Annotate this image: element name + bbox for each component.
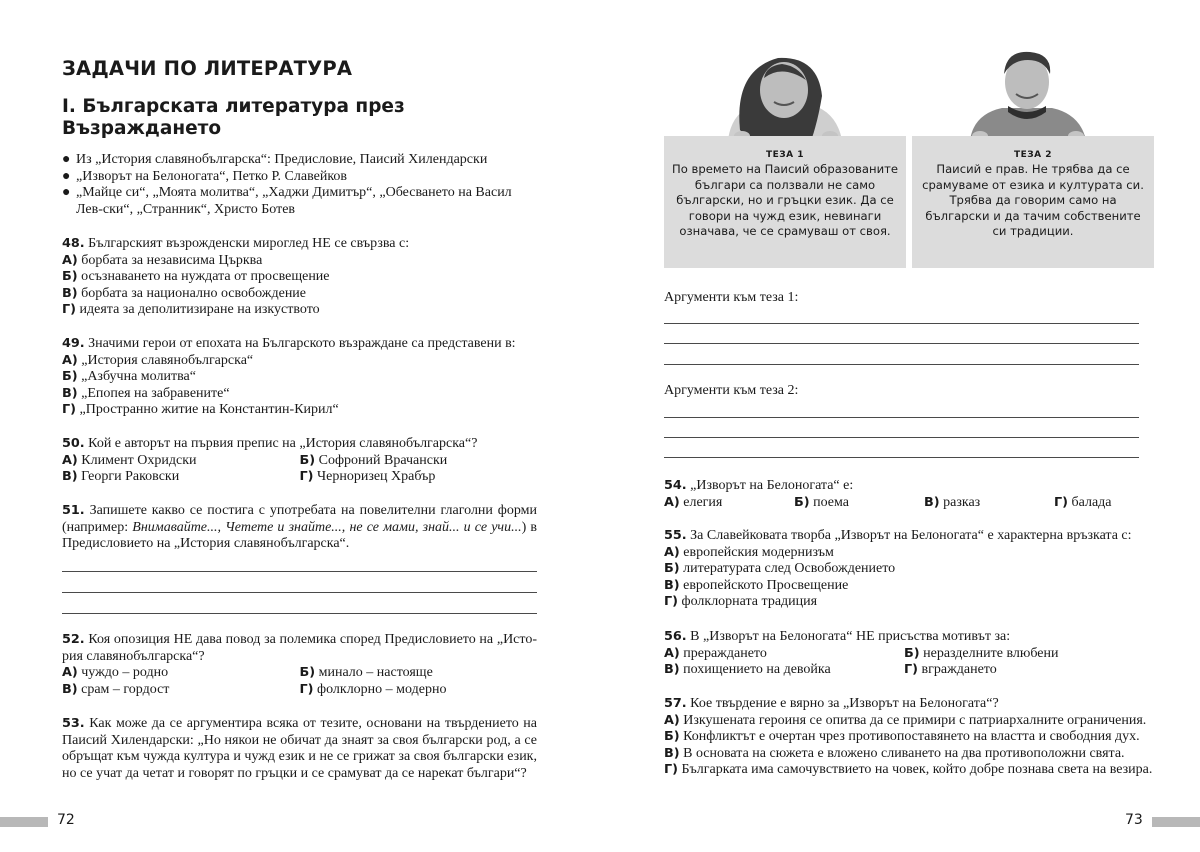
option[interactable]: А) европейския модернизъм: [664, 544, 834, 560]
option[interactable]: А) Климент Охридски: [62, 452, 197, 468]
option[interactable]: Г) Българката има самочувствието на човек, който добре познава света на везира.: [664, 762, 1153, 778]
option[interactable]: В) борбата за национално освобождение: [62, 285, 307, 301]
student-boy-image: [952, 48, 1102, 140]
arguments-thesis-1-label: Аргументи към теза 1:: [664, 290, 799, 305]
arguments-thesis-2-label: Аргументи към теза 2:: [664, 383, 799, 398]
option[interactable]: Б) минало – настояще: [299, 665, 433, 681]
option[interactable]: В) срам – гордост: [62, 681, 170, 697]
thesis-2-box: [912, 136, 1154, 268]
option[interactable]: Б) „Азбучна молитва“: [62, 369, 196, 385]
page-number: 72: [57, 812, 75, 828]
thesis-1-text: По времето на Паисий образованите българи са ползвали не само български, но и гръцки език. Да се говори на чужд език, невинаги означава, че се срамуваш от своя.: [672, 162, 898, 239]
question-50: 50. Кой е авторът на първия препис на „История славянобългарска“? А) Климент Охридски Б) Софроний Врачански В) Георги Раковски Г) Черноризец Храбър: [62, 436, 537, 486]
option[interactable]: В) В основата на сюжета е вложено сливането на два противоположни свята.: [664, 745, 1125, 761]
question-51: 51. Запишете какво се постига с употребата на повелителни глаголни форми (например: Внимавайте..., Четете и знайте..., не се мами, знай... и се учи...) в Предисловието на „История славянобългарска“.: [62, 503, 538, 552]
option[interactable]: Б) осъзнаването на нуждата от просвещение: [62, 269, 330, 285]
question-57: 57. Кое твърдение е вярно за „Изворът на Белоногата“? А) Изкушената героиня се опитва да се примири с патриархалните ограничения. Б) Конфликтът е очертан чрез противопоставянето на властта и свободния дух. В) В основата на сюжета е вложено сливането на два противоположни свята. Г) Българката има самочувствието на човек, който добре познава света на везира.: [664, 696, 1153, 778]
answer-line[interactable]: [62, 613, 537, 614]
thesis-2-label: ТЕЗА 2: [1013, 150, 1053, 160]
option[interactable]: Г) идеята за деполитизиране на изкуството: [62, 302, 320, 318]
option[interactable]: Г) балада: [1054, 494, 1112, 510]
thesis-1-label: ТЕЗА 1: [765, 150, 805, 160]
option[interactable]: Б) Конфликтът е очертан чрез противопоставянето на властта и свободния дух.: [664, 729, 1140, 745]
option[interactable]: В) Георги Раковски: [62, 469, 180, 485]
option[interactable]: А) прераждането: [664, 645, 767, 661]
bullet-list: [62, 152, 537, 218]
option[interactable]: Г) „Пространно житие на Константин-Кирил“: [62, 402, 339, 418]
page-number: 73: [1125, 812, 1143, 828]
answer-line[interactable]: [664, 417, 1139, 418]
option[interactable]: Г) фолклорната традиция: [664, 594, 818, 610]
question-54: 54. „Изворът на Белоногата“ е: А) елегия Б) поема В) разказ Г) балада: [664, 478, 1184, 511]
answer-line[interactable]: [664, 343, 1139, 344]
question-53: 53. Как може да се аргументира всяка от тезите, основани на твърдението на Паисий Хилендарски: „Но някои не обичат да знаят за своя български род, а се обръщат към чужда култура и чужд език и не се грижат за своя български език, но се учат да четат и говорят по гръцки и се срамуват да се нарекат българи“?: [62, 716, 538, 781]
page-bar: [1152, 817, 1200, 827]
answer-line[interactable]: [664, 457, 1139, 458]
section-title: I. Българската литература през Възраждането: [62, 96, 405, 139]
thesis-1-box: [664, 136, 906, 268]
option[interactable]: Б) неразделните влюбени: [904, 645, 1059, 661]
page-bar: [0, 817, 48, 827]
answer-line[interactable]: [62, 571, 537, 572]
option[interactable]: В) похищението на девойка: [664, 662, 831, 678]
thesis-2-text: Паисий е прав. Не трябва да се срамуваме от езика и културата си. Трябва да говорим само на български и да тачим собствените си традиции.: [922, 162, 1144, 239]
question-48: 48. Българският възрожденски мироглед НЕ се свързва с: А) борбата за независима Църква Б) осъзнаването на нуждата от просвещение В) борбата за национално освобождение Г) идеята за деполитизиране на изкуството: [62, 236, 537, 319]
question-56: 56. В „Изворът на Белоногата“ НЕ присъства мотивът за: А) прераждането Б) неразделните влюбени В) похищението на девойка Г) вграждането: [664, 629, 1144, 679]
option[interactable]: А) „История славянобългарска“: [62, 352, 254, 368]
option[interactable]: Б) Софроний Врачански: [299, 452, 448, 468]
option[interactable]: Б) литературата след Освобождението: [664, 561, 896, 577]
question-55: 55. За Славейковата творба „Изворът на Белоногата“ е характерна връзката с: А) европейския модернизъм Б) литературата след Освобождението В) европейското Просвещение Г) фолклорната традиция: [664, 528, 1144, 611]
student-girl-image: [718, 50, 848, 140]
right-page: [600, 0, 1200, 852]
list-item: ● „Изворът на Белоногата“, Петко Р. Славейков: [62, 168, 348, 184]
option[interactable]: А) чуждо – родно: [62, 665, 169, 681]
list-item: ● „Майце си“, „Моята молитва“, „Хаджи Димитър“, „Обесването на Васил Лев-ски“, „Странник“, Христо Ботев: [62, 185, 512, 217]
answer-line[interactable]: [664, 364, 1139, 365]
answer-line[interactable]: [62, 592, 537, 593]
option[interactable]: В) европейското Просвещение: [664, 577, 849, 593]
option[interactable]: В) разказ: [924, 494, 981, 510]
page-title: ЗАДАЧИ ПО ЛИТЕРАТУРА: [62, 57, 353, 80]
question-52: 52. Коя опозиция НЕ дава повод за полемика според Предисловието на „Исто-рия славянобългарска“? А) чуждо – родно Б) минало – настояще В) срам – гордост Г) фолклорно – модерно: [62, 632, 537, 697]
option[interactable]: А) Изкушената героиня се опитва да се примири с патриархалните ограничения.: [664, 712, 1147, 728]
option[interactable]: А) борбата за независима Църква: [62, 252, 263, 268]
option[interactable]: Г) Черноризец Храбър: [299, 469, 436, 485]
question-49: 49. Значими герои от епохата на Българското възраждане са представени в: А) „История славянобългарска“ Б) „Азбучна молитва“ В) „Епопея на забравените“ Г) „Пространно житие на Константин-Кирил“: [62, 336, 537, 419]
answer-line[interactable]: [664, 437, 1139, 438]
option[interactable]: Б) поема: [794, 494, 849, 510]
list-item: ● Из „История славянобългарска“: Предисловие, Паисий Хилендарски: [62, 152, 488, 167]
option[interactable]: Г) вграждането: [904, 662, 997, 678]
answer-line[interactable]: [664, 323, 1139, 324]
option[interactable]: Г) фолклорно – модерно: [299, 681, 447, 697]
option[interactable]: А) елегия: [664, 494, 723, 510]
option[interactable]: В) „Епопея на забравените“: [62, 385, 230, 401]
